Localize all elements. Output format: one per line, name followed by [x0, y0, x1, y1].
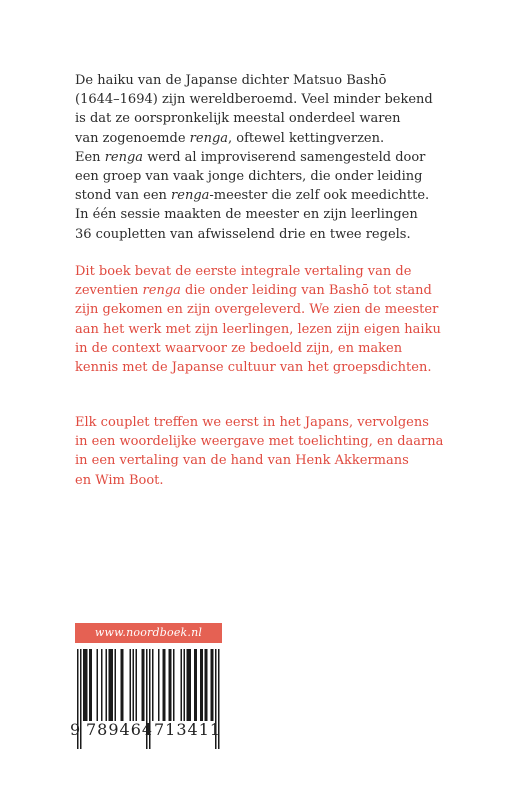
paragraph-2-line: in de context waarvoor ze bedoeld zijn, en maken	[75, 340, 403, 356]
paragraph-2-line: kennis met de Japanse cultuur van het groepsdichten.	[75, 360, 432, 376]
paragraph-1-line: De haiku van de Japanse dichter Matsuo Bashō	[75, 73, 387, 88]
barcode-bar	[163, 649, 165, 721]
paragraph-3-line: en Wim Boot.	[75, 472, 164, 488]
paragraph-3-line: in een woordelijke weergave met toelichting, en daarna	[75, 434, 444, 450]
paragraph-1-line: een groep van vaak jonge dichters, die onder leiding	[75, 169, 423, 185]
barcode-bar	[83, 649, 85, 721]
paragraph-2-line: Dit boek bevat de eerste integrale vertaling van de	[75, 264, 412, 279]
barcode-bar	[169, 649, 171, 721]
paragraph-2-line: zijn gekomen en zijn overgeleverd. We zien de meester	[75, 302, 439, 318]
barcode-bar	[130, 649, 132, 721]
paragraph-1-line: is dat ze oorspronkelijk meestal onderdeel waren	[75, 111, 401, 127]
barcode-bar	[184, 649, 186, 721]
paragraph-1-line: 36 coupletten van afwisselend drie en twee regels.	[75, 226, 411, 242]
barcode-bar	[181, 649, 183, 721]
barcode-bar	[158, 649, 160, 721]
barcode-bar	[136, 649, 138, 721]
paragraph-2-line: zeventien renga die onder leiding van Bashō tot stand	[75, 283, 432, 299]
paragraph-1-line: Een renga werd al improviserend samengesteld door	[75, 149, 426, 165]
isbn-group-1: 789464	[86, 720, 154, 739]
isbn-group-2: 713411	[154, 720, 222, 739]
barcode-bar	[80, 649, 82, 749]
description-paragraph-2	[75, 262, 505, 377]
description-paragraph-3	[75, 413, 505, 490]
isbn-first-digit: 9	[70, 720, 81, 739]
barcode-bar	[101, 649, 103, 721]
barcode-bar	[133, 649, 135, 721]
barcode-bar	[170, 649, 172, 721]
paragraph-1-line: stond van een renga-meester die zelf ook meedichtte.	[75, 188, 430, 204]
barcode-bar	[112, 649, 114, 721]
barcode-bar	[206, 649, 208, 721]
barcode-bar	[89, 649, 91, 721]
barcode-bar	[205, 649, 207, 721]
barcode-bar	[97, 649, 99, 721]
barcode-bar	[164, 649, 166, 721]
barcode-bar	[110, 649, 112, 721]
barcode-bar	[212, 649, 214, 721]
paragraph-1-line: In één sessie maakten de meester en zijn leerlingen	[75, 207, 418, 223]
barcode-bar	[190, 649, 192, 721]
barcode-bar	[196, 649, 198, 721]
barcode-bar	[91, 649, 93, 721]
barcode-bar	[152, 649, 154, 721]
barcode-bar	[202, 649, 204, 721]
barcode-bar	[109, 649, 111, 721]
paragraph-2-line: aan het werk met zijn leerlingen, lezen zijn eigen haiku	[75, 321, 441, 337]
barcode-bar	[187, 649, 189, 721]
description-paragraph-1	[75, 71, 505, 244]
barcode-bar	[211, 649, 213, 721]
barcode-bar	[106, 649, 108, 721]
barcode-bar	[173, 649, 175, 721]
barcode-bar	[200, 649, 202, 721]
barcode-bar	[122, 649, 124, 721]
barcode-bar	[142, 649, 144, 721]
paragraph-3-line: in een vertaling van de hand van Henk Akkermans	[75, 453, 409, 469]
barcode-bar	[121, 649, 123, 721]
publisher-url-banner[interactable]: www.noordboek.nl	[75, 623, 222, 643]
barcode-bar	[194, 649, 196, 721]
paragraph-1-line: van zogenoemde renga, oftewel kettingverzen.	[75, 130, 385, 146]
barcode-bar	[188, 649, 190, 721]
barcode-bar	[143, 649, 145, 721]
barcode-bar	[86, 649, 88, 721]
barcode-bar	[85, 649, 87, 721]
barcode-bar	[115, 649, 117, 721]
paragraph-3-line: Elk couplet treffen we eerst in het Japans, vervolgens	[75, 415, 429, 430]
paragraph-1-line: (1644–1694) zijn wereldberoemd. Veel minder bekend	[75, 92, 433, 108]
